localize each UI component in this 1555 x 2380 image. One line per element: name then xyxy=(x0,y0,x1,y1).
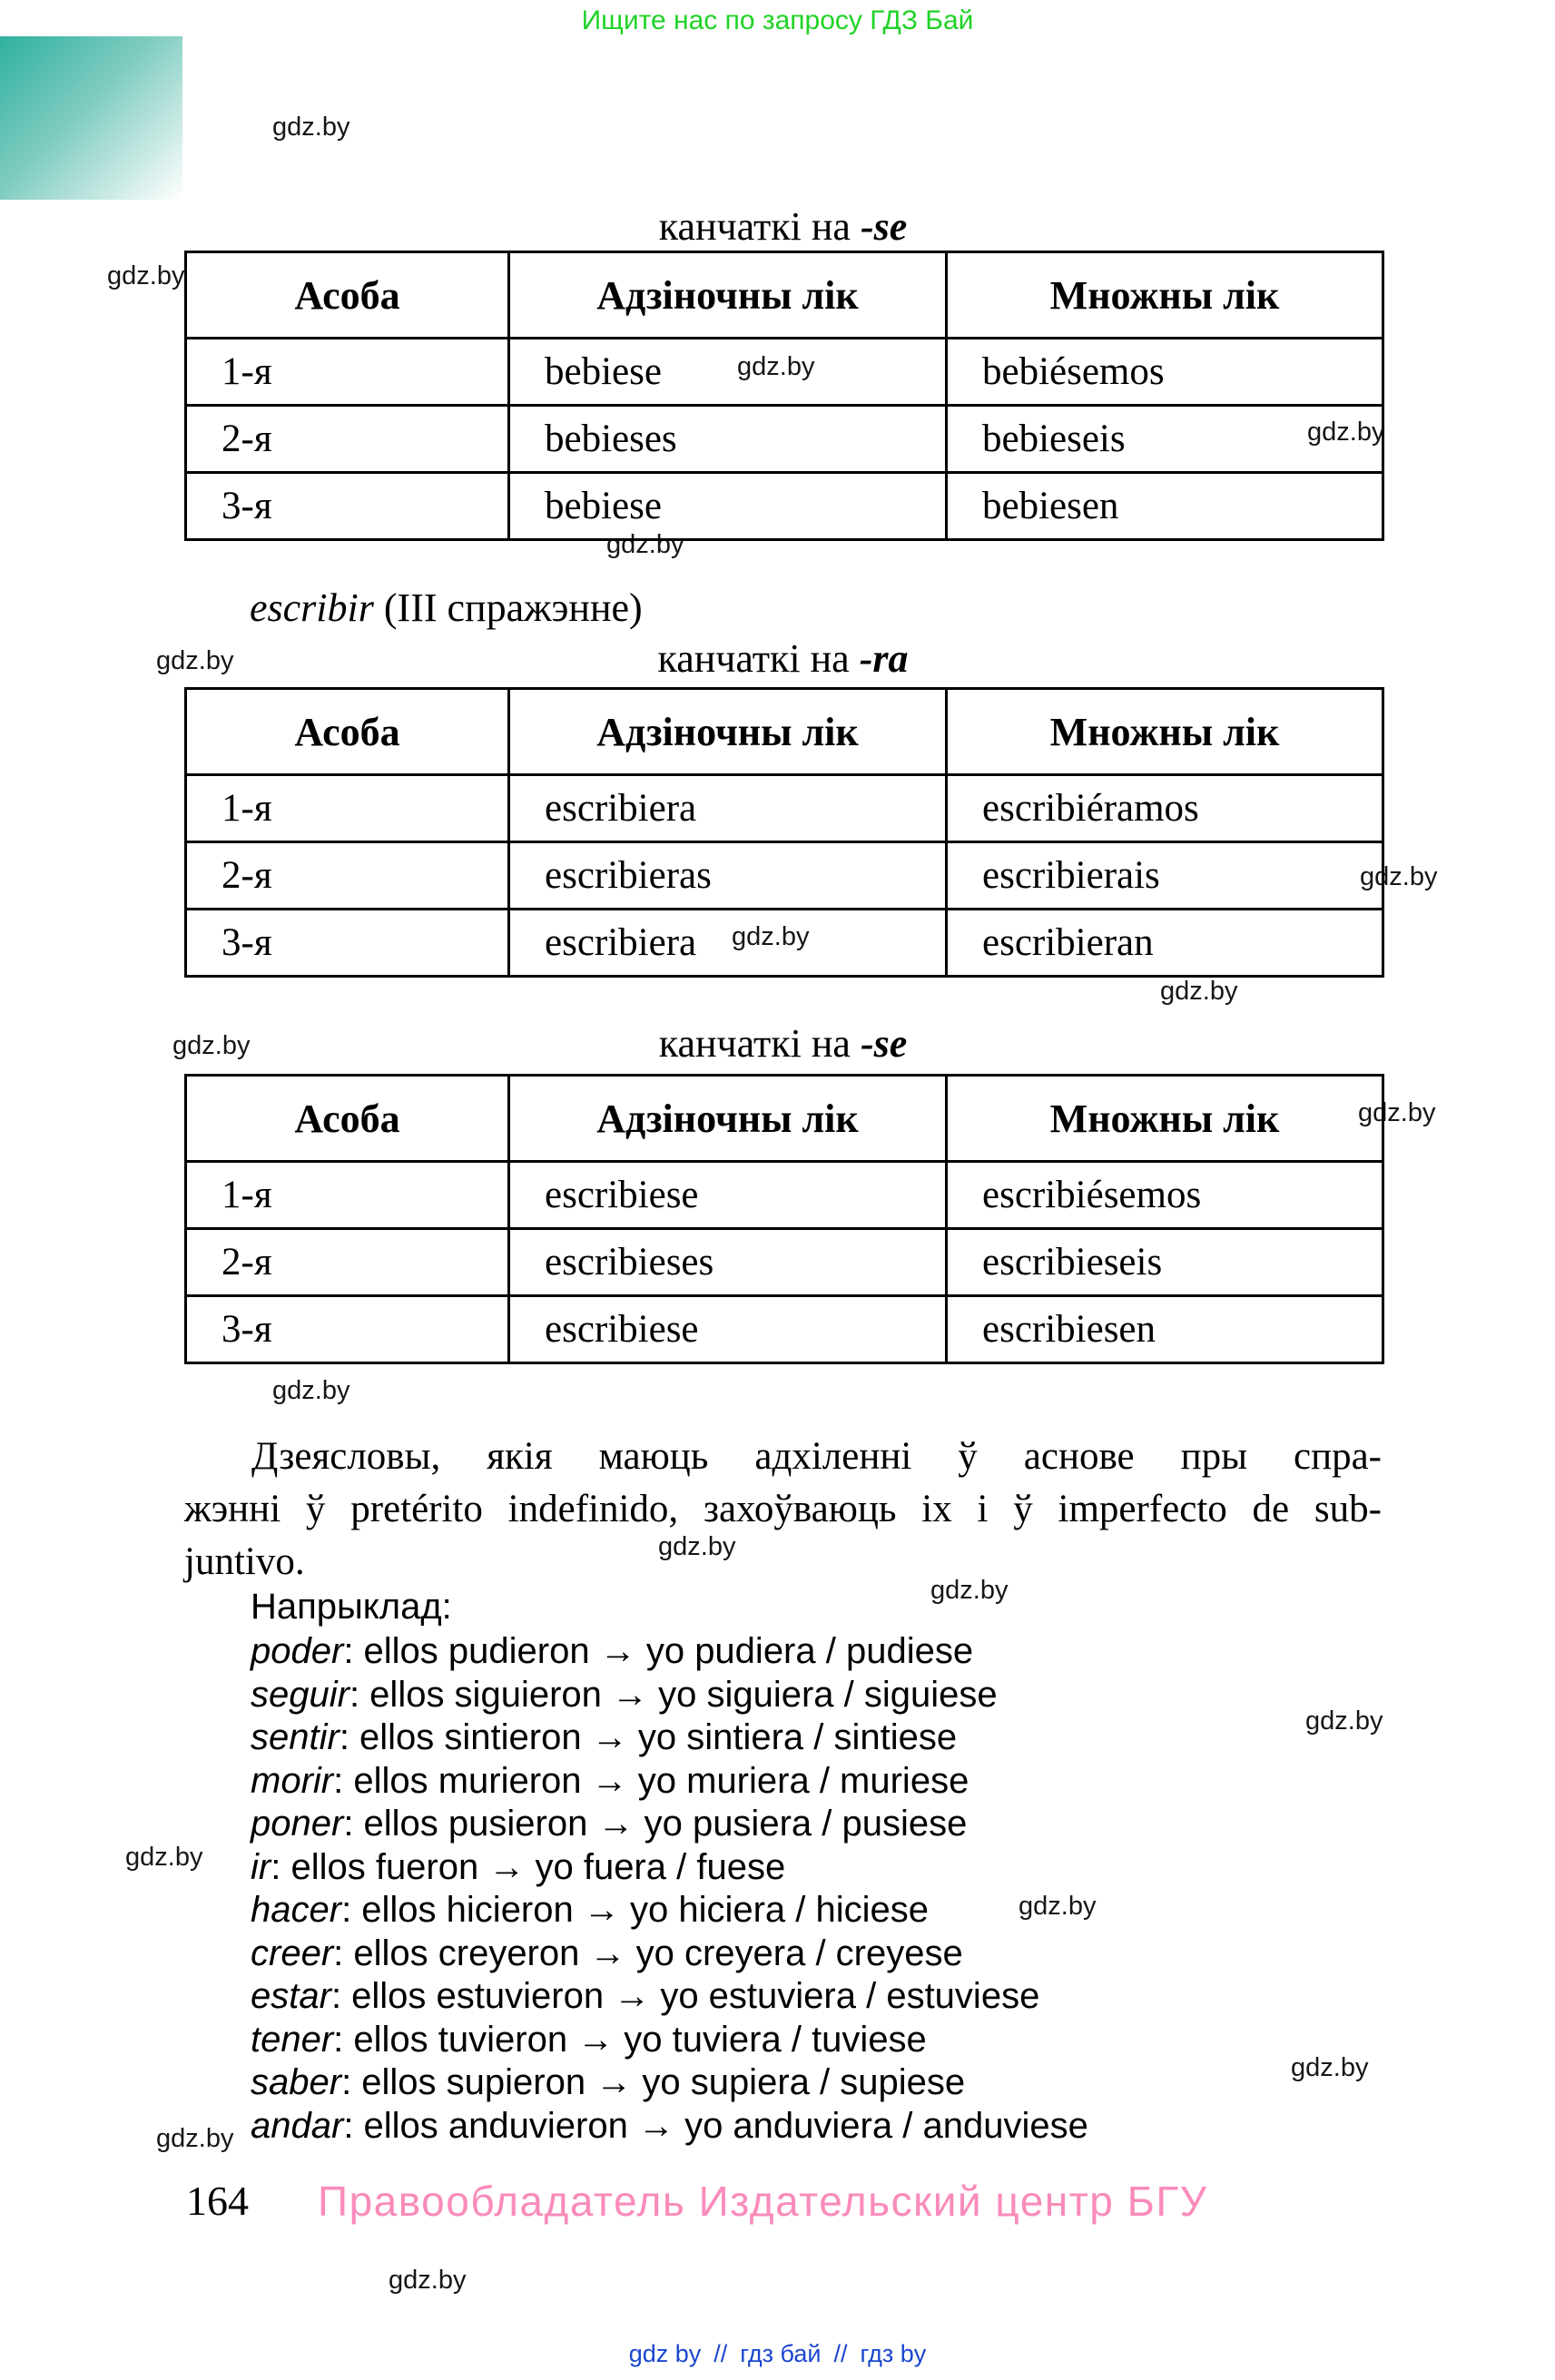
watermark-gdzby: gdz.by xyxy=(1360,862,1438,891)
col-header-person: Асоба xyxy=(186,1076,509,1162)
example-item: hacer: ellos hicieron → yo hiciera / hiciese xyxy=(251,1890,930,1930)
paragraph-line: Дзеясловы, якія маюць адхіленні ў аснове пры спра- xyxy=(251,1435,1382,1478)
copyright-text: Правообладатель Издательский центр БГУ xyxy=(318,2178,1208,2225)
watermark-gdzby: gdz.by xyxy=(737,352,815,381)
example-item: ir: ellos fueron → yo fuera / fuese xyxy=(251,1846,786,1887)
conjugation-table-escribir-se xyxy=(184,1074,1384,1364)
paragraph-line: жэнні ў pretérito indefinido, захоўваюць іх і ў imperfecto de sub- xyxy=(184,1488,1382,1530)
plural-cell: bebiésemos xyxy=(947,339,1383,406)
singular-cell: escribieras xyxy=(509,842,947,910)
watermark-gdzby: gdz.by xyxy=(389,2266,467,2295)
plural-cell: escribierais xyxy=(947,842,1383,910)
table-row xyxy=(186,339,1383,406)
table-title-ra-escribir: канчаткі на -ra xyxy=(657,636,909,681)
example-item: tener: ellos tuvieron → yo tuviera / tuviese xyxy=(251,2019,927,2060)
plural-cell: escribiésemos xyxy=(947,1162,1383,1229)
footer-link-separator: // xyxy=(714,2340,728,2367)
example-item: andar: ellos anduvieron → yo anduviera / anduviese xyxy=(251,2105,1088,2146)
table-row xyxy=(186,910,1383,977)
person-cell: 3-я xyxy=(186,910,509,977)
table-row xyxy=(186,842,1383,910)
watermark-gdzby: gdz.by xyxy=(606,530,684,559)
footer-link-gdz-bai[interactable]: гдз бай xyxy=(740,2340,822,2367)
singular-cell: escribiera xyxy=(509,775,947,842)
watermark-gdzby: gdz.by xyxy=(1305,1706,1383,1736)
example-item: morir: ellos murieron → yo muriera / muriese xyxy=(251,1760,969,1801)
watermark-gdzby: gdz.by xyxy=(172,1031,251,1060)
person-cell: 3-я xyxy=(186,1296,509,1363)
watermark-gdzby: gdz.by xyxy=(658,1532,736,1561)
table-title-se-beber: канчаткі на -se xyxy=(658,204,908,249)
person-cell: 1-я xyxy=(186,339,509,406)
watermark-gdzby: gdz.by xyxy=(1019,1892,1097,1921)
singular-cell: bebiese xyxy=(509,339,947,406)
watermark-gdzby: gdz.by xyxy=(272,1376,350,1405)
col-header-person: Асоба xyxy=(186,689,509,775)
conjugation-table-escribir-ra xyxy=(184,687,1384,978)
col-header-singular: Адзіночны лік xyxy=(509,252,947,339)
page-number: 164 xyxy=(186,2178,249,2224)
singular-cell: bebieses xyxy=(509,406,947,473)
watermark-gdzby: gdz.by xyxy=(156,646,234,675)
person-cell: 2-я xyxy=(186,842,509,910)
watermark-gdzby: gdz.by xyxy=(1160,977,1238,1006)
watermark-gdzby: gdz.by xyxy=(272,113,350,142)
person-cell: 1-я xyxy=(186,1162,509,1229)
col-header-plural: Множны лік xyxy=(947,252,1383,339)
example-item: estar: ellos estuvieron → yo estuviera / estuviese xyxy=(251,1976,1040,2016)
singular-cell: escribieses xyxy=(509,1229,947,1296)
paragraph-line: juntivo. xyxy=(184,1540,305,1583)
table-row xyxy=(186,406,1383,473)
watermark-gdzby: gdz.by xyxy=(1358,1098,1436,1127)
table-row xyxy=(186,1296,1383,1363)
footer-link-gdz-by-2[interactable]: гдз by xyxy=(860,2340,927,2367)
col-header-person: Асоба xyxy=(186,252,509,339)
example-item: creer: ellos creyeron → yo creyera / creyese xyxy=(251,1933,963,1973)
singular-cell: escribiese xyxy=(509,1162,947,1229)
table-row xyxy=(186,1229,1383,1296)
escribir-section-subtitle: escribir (III спражэнне) xyxy=(250,585,643,630)
person-cell: 2-я xyxy=(186,406,509,473)
table-row xyxy=(186,473,1383,540)
person-cell: 1-я xyxy=(186,775,509,842)
table-row xyxy=(186,1162,1383,1229)
examples-list xyxy=(251,1630,1088,2148)
col-header-singular: Адзіночны лік xyxy=(509,689,947,775)
table-title-se-escribir: канчаткі на -se xyxy=(658,1021,908,1066)
table-row xyxy=(186,775,1383,842)
plural-cell: bebieseis xyxy=(947,406,1383,473)
col-header-singular: Адзіночны лік xyxy=(509,1076,947,1162)
singular-cell: bebiese xyxy=(509,473,947,540)
watermark-gdzby: gdz.by xyxy=(930,1576,1009,1605)
plural-cell: escribieran xyxy=(947,910,1383,977)
conjugation-table-beber-se xyxy=(184,251,1384,541)
singular-cell: escribiese xyxy=(509,1296,947,1363)
watermark-gdzby: gdz.by xyxy=(1291,2053,1369,2082)
footer-link-gdz-by[interactable]: gdz by xyxy=(628,2340,702,2367)
plural-cell: escribiesen xyxy=(947,1296,1383,1363)
watermark-gdzby: gdz.by xyxy=(1307,418,1385,447)
example-item: poner: ellos pusieron → yo pusiera / pusiese xyxy=(251,1804,968,1844)
example-item: saber: ellos supieron → yo supiera / supiese xyxy=(251,2062,966,2102)
singular-cell: escribiera xyxy=(509,910,947,977)
col-header-plural: Множны лік xyxy=(947,689,1383,775)
footer-links-bar xyxy=(0,2340,1555,2368)
watermark-gdzby: gdz.by xyxy=(125,1843,203,1872)
example-item: seguir: ellos siguieron → yo siguiera / siguiese xyxy=(251,1674,998,1715)
watermark-gdzby: gdz.by xyxy=(107,261,185,290)
example-item: sentir: ellos sintieron → yo sintiera / sintiese xyxy=(251,1717,958,1757)
plural-cell: escribiéramos xyxy=(947,775,1383,842)
examples-label: Напрыклад: xyxy=(251,1587,452,1627)
rule-paragraph xyxy=(184,1431,1382,1588)
person-cell: 3-я xyxy=(186,473,509,540)
watermark-gdzby: gdz.by xyxy=(156,2124,234,2153)
teal-gradient-square xyxy=(0,36,182,200)
footer-link-separator: // xyxy=(833,2340,848,2367)
plural-cell: escribieseis xyxy=(947,1229,1383,1296)
plural-cell: bebiesen xyxy=(947,473,1383,540)
example-item: poder: ellos pudieron → yo pudiera / pudiese xyxy=(251,1631,974,1671)
person-cell: 2-я xyxy=(186,1229,509,1296)
watermark-gdzby: gdz.by xyxy=(732,922,810,951)
col-header-plural: Множны лік xyxy=(947,1076,1383,1162)
promo-banner: Ищите нас по запросу ГДЗ Бай xyxy=(581,5,974,35)
